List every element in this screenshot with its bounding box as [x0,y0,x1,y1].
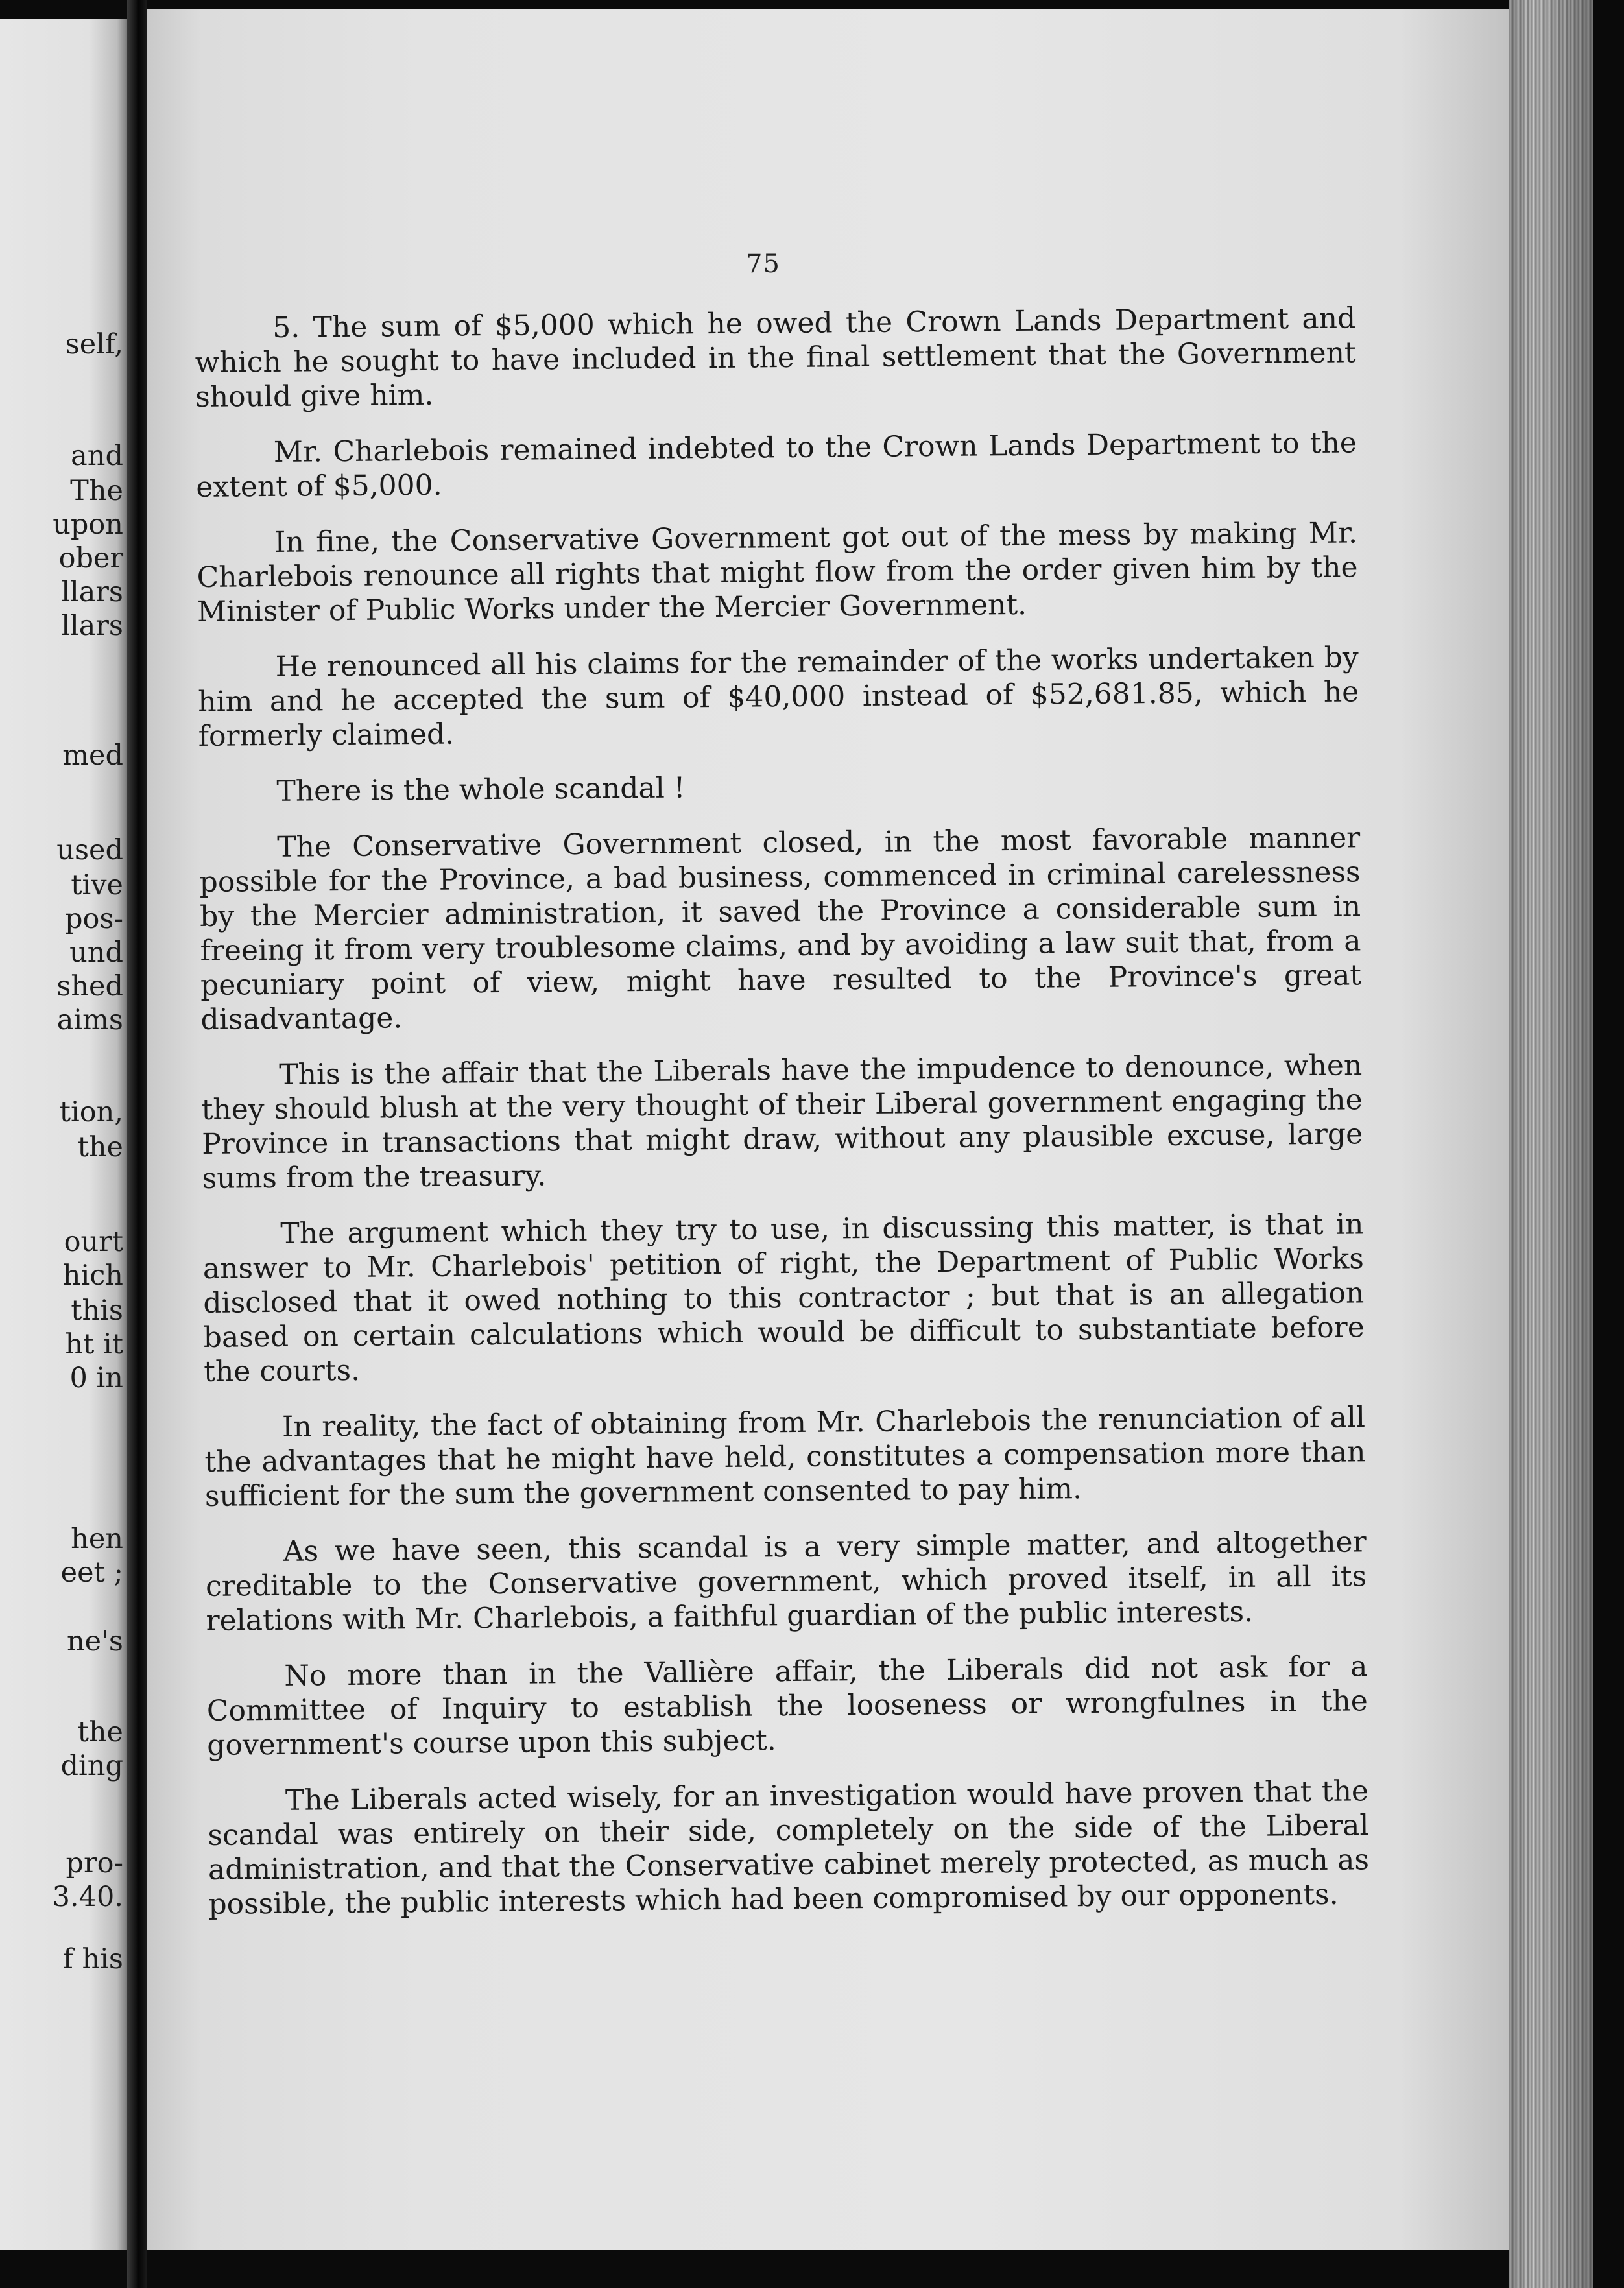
paragraph: In reality, the fact of obtaining from Mr. Charlebois the renunciation of all the advantages that he might have held, constitutes a compensation more than sufficient for the sum the government consented to pay him. [204,1401,1366,1513]
left-fragment: llars [61,610,123,642]
left-fragment: ding [60,1750,123,1782]
book-gutter [127,0,147,2288]
left-facing-page [0,19,127,2250]
left-fragment: self, [65,328,123,361]
paragraph: There is the whole scandal ! [276,771,686,808]
paragraph: 5. The sum of $5,000 which he owed the Crown Lands Department and which he sought to have included in the final settlement that the Government should give him. [195,302,1356,414]
left-fragment: this [71,1294,123,1327]
left-fragment: the [77,1131,123,1163]
left-fragment: used [56,834,123,866]
left-fragment: pos- [64,903,123,935]
page-number: 75 [746,249,780,279]
left-fragment: eet ; [60,1556,123,1589]
paragraph: The Conservative Government closed, in the most favorable manner possible for the Province, a bad business, commenced in criminal carelessness by the Mercier administration, it saved the Province a considerable sum in freeing it from very troublesome claims, and by avoiding a law suit that, from a pecuniary point of view, might have resulted to the Province's great disadvantage. [199,821,1362,1036]
left-fragment: 3.40. [52,1881,123,1913]
left-fragment: f his [62,1943,123,1975]
left-fragment: the [77,1716,123,1748]
paragraph: The Liberals acted wisely, for an investigation would have proven that the scandal was entirely on their side, completely on the side of the Liberal administration, and that the Conservative cabinet merely protected, as much as possible, the public interests which had been compromised by our opponents. [208,1774,1370,1921]
left-fragment: ne's [66,1625,123,1658]
left-fragment: tion, [59,1096,123,1128]
page-edges-shade [1509,0,1593,2288]
paragraph: As we have seen, this scandal is a very simple matter, and altogether creditable to the Conservative government, which proved itself, in all its relations with Mr. Charlebois, a faithful guardian of the public interests. [205,1525,1367,1638]
left-fragment: med [62,739,123,772]
left-fragment: shed [56,970,123,1003]
paragraph: This is the affair that the Liberals have the impudence to denounce, when they should blush at the very thought of their Liberal government engaging the Province in transactions that might draw, without any plausible excuse, large sums from the treasury. [201,1049,1363,1195]
left-fragment: und [69,936,123,969]
left-fragment: ht it [65,1328,123,1361]
left-fragment: llars [61,576,123,608]
left-fragment: pro- [66,1847,123,1879]
paragraph: He renounced all his claims for the remainder of the works undertaken by him and he accepted the sum of $40,000 instead of $52,681.85, which he formerly claimed. [198,641,1359,753]
paragraph: In fine, the Conservative Government got out of the mess by making Mr. Charlebois renounce all rights that might flow from the order given him by the Minister of Public Works under the Mercier Government. [197,516,1358,628]
paragraph: No more than in the Vallière affair, the Liberals did not ask for a Committee of Inquiry to establish the looseness or wrongfulnes in the government's course upon this subject. [206,1650,1368,1762]
left-fragment: 0 in [69,1362,123,1394]
left-fragment: and [71,440,123,472]
left-fragment: ober [58,542,123,575]
paragraph: Mr. Charlebois remained indebted to the Crown Lands Department to the extent of $5,000. [196,426,1357,504]
left-fragment: upon [53,508,123,541]
left-fragment: hen [71,1523,123,1555]
scan-border [1593,0,1624,2288]
left-fragment: The [70,475,123,507]
left-fragment: ourt [64,1226,123,1258]
body-text [195,301,1370,1943]
left-fragment: aims [56,1004,123,1036]
paragraph: The argument which they try to use, in discussing this matter, is that in answer to Mr. Charlebois' petition of right, the Department of Public Works disclosed that it owed nothing to this contractor ; but that is an allegation based on certain calculations which would be difficult to substantiate before the courts. [202,1208,1365,1388]
left-fragment: hich [62,1259,123,1292]
left-fragment: tive [71,869,123,901]
